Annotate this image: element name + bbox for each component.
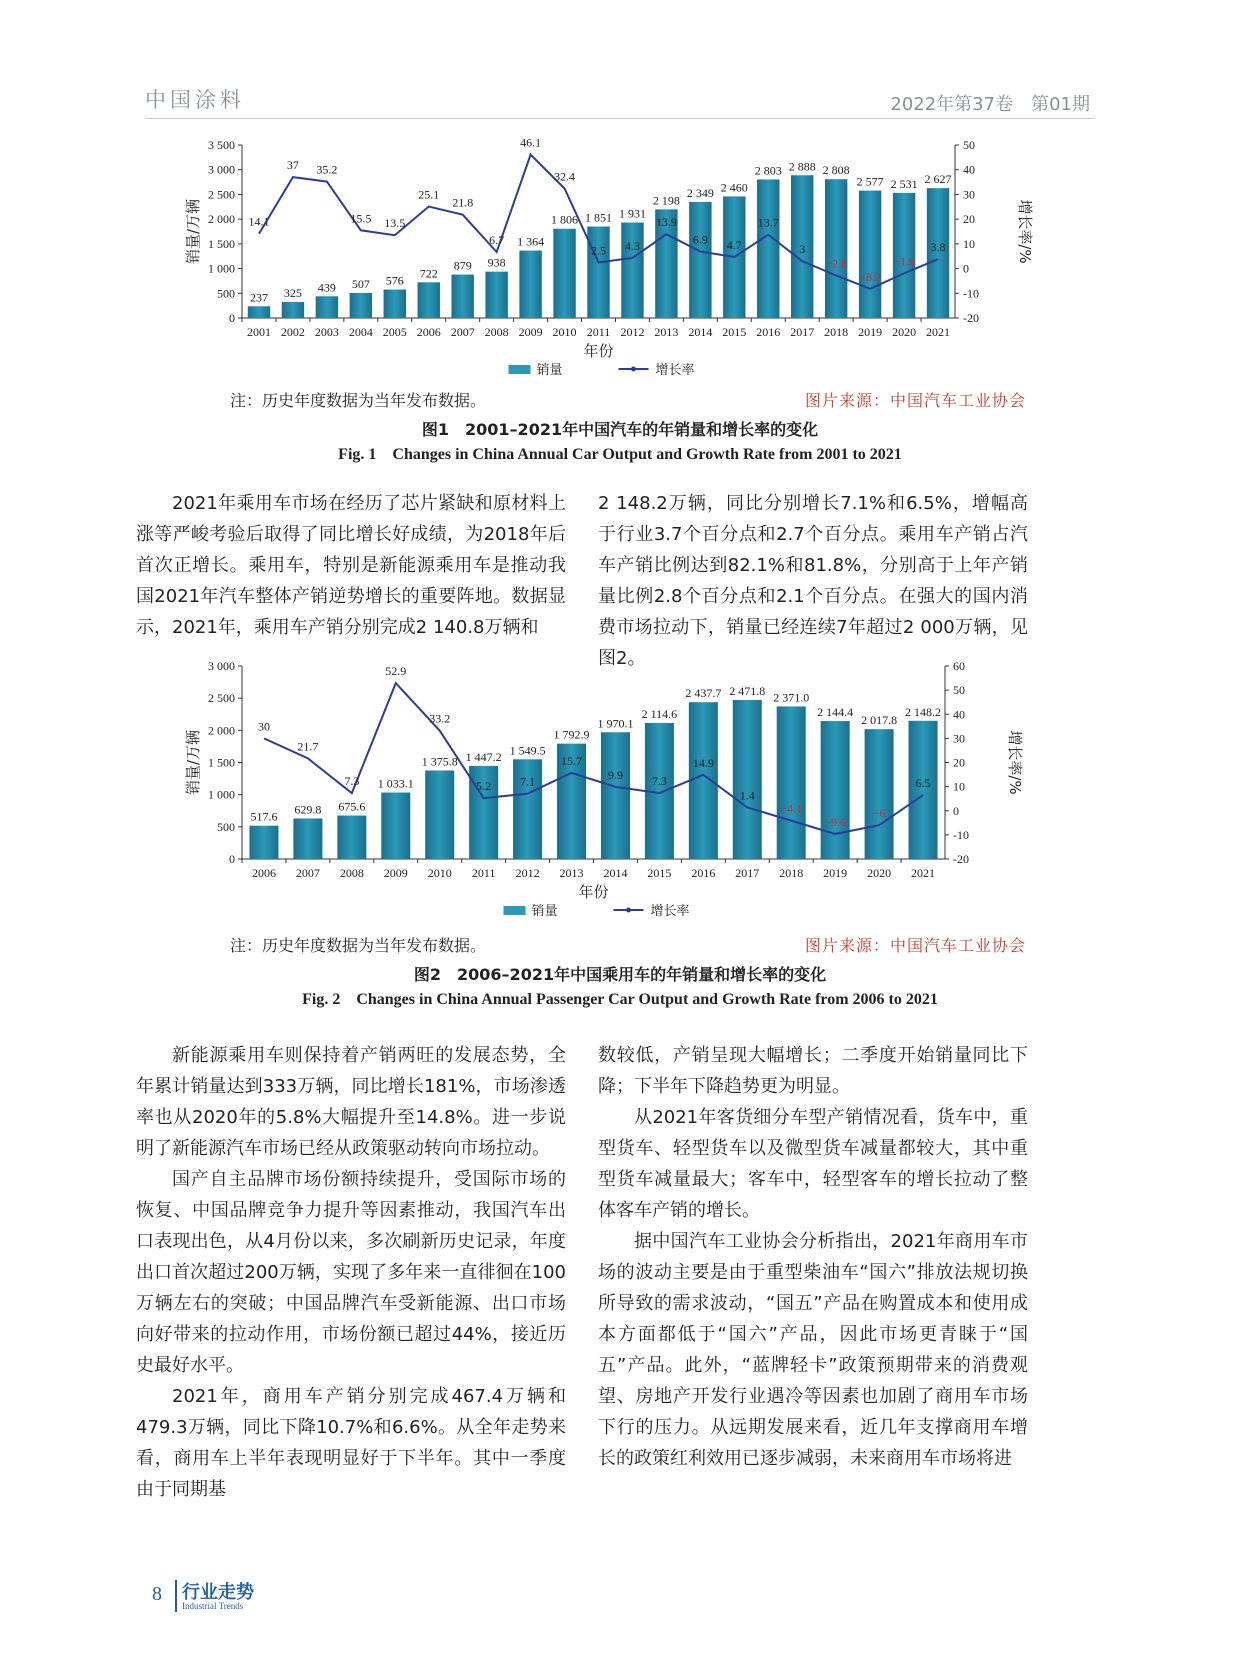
x-tick-label: 2006 [251,866,276,880]
y2-axis-title: 增长率/% [1006,730,1024,795]
paragraph: 国产自主品牌市场份额持续提升，受国际市场的恢复、中国品牌竞争力提升等因素推动，我国汽车出口表现出色，从4月份以来，多次刷新历史记录，年度出口首次超过200万辆，实现了多年来一直徘徊在100万辆左右的突破；中国品牌汽车受新能源、出口市场向好带来的拉动作用，市场份额已超过44%，接近历史最好水平。 [136,1169,566,1376]
x-tick-label: 2009 [383,866,408,880]
bar-value-label: 2 114.6 [641,706,678,721]
y2-tick-label: 50 [963,138,975,152]
line-value-label: 6.7 [489,233,505,248]
line-value-label: 13.7 [757,215,779,230]
y2-tick-label: 0 [963,261,969,276]
x-tick-label: 2011 [471,866,496,880]
footer-divider [175,1580,177,1612]
bar [601,732,630,859]
line-value-label: 21.7 [297,739,319,754]
x-tick-label: 2012 [620,325,645,339]
x-tick-label: 2016 [691,866,716,880]
line-value-label: 9.9 [607,767,623,782]
x-axis-title: 年份 [578,883,609,901]
x-axis-title: 年份 [583,342,614,360]
y2-tick-label: 40 [963,162,975,177]
line-value-label: 14.1 [248,214,270,229]
bar [485,272,507,318]
bar-value-label: 1 549.5 [509,743,546,758]
paragraph: 新能源乘用车则保持着产销两旺的发展态势，全年累计销量达到333万辆，同比增长181%，市场渗透率也从2020年的5.8%大幅提升至14.8%。进一步说明了新能源汽车市场已经从政策驱动转向市场拉动。 [136,1045,566,1159]
bar [249,826,278,859]
legend-label-sales: 销量 [531,904,558,919]
line-value-label: 4.7 [726,237,742,252]
bar-value-label: 237 [249,290,268,305]
y-tick-label: 3 000 [208,659,235,673]
bar-value-label: 576 [385,273,404,288]
line-value-label: −6 [872,806,886,821]
bar-value-label: 1 792.9 [553,727,590,742]
x-tick-label: 2018 [824,325,849,339]
line-value-label: 5.2 [476,779,492,794]
chart-2 [180,656,1080,934]
x-tick-label: 2017 [735,866,760,880]
figure-1 [180,135,1080,395]
bar-value-label: 2 371.0 [773,690,810,705]
y-tick-label: 1 000 [208,261,235,276]
x-tick-label: 2013 [654,325,679,339]
bar [689,202,711,318]
bar [282,302,304,318]
line-value-label: 15.5 [350,211,372,226]
y-axis-title: 销量/万辆 [184,198,202,265]
bar-value-label: 675.6 [338,799,366,814]
bar-value-label: 2 017.8 [861,713,898,728]
y-axis-title: 销量/万辆 [184,729,202,796]
legend-swatch-sales [509,365,531,374]
journal-name: 中国涂料 [145,88,245,112]
x-tick-label: 2019 [823,866,848,880]
x-tick-label: 2004 [348,325,373,339]
y-tick-label: 2 500 [208,187,235,202]
bar [451,275,473,318]
legend-label-sales: 销量 [536,363,563,378]
section-title: 行业走势 [182,1582,254,1603]
y-tick-label: 2 500 [208,691,235,706]
y-tick-label: 0 [229,852,235,866]
line-value-label: 13.9 [655,215,677,230]
line-value-label: 4.3 [624,238,640,253]
figure-1-note: 注：历史年度数据为当年发布数据。 [230,391,487,410]
bar-value-label: 1 447.2 [465,749,502,764]
x-tick-label: 2009 [518,325,543,339]
body1-left-column [136,488,566,643]
x-tick-label: 2007 [295,866,320,880]
x-tick-label: 2001 [246,325,271,339]
legend-marker-growth [626,908,631,913]
y-tick-label: 2 000 [208,723,235,738]
line-value-label: 3.8 [930,240,946,255]
bar-value-label: 507 [351,276,370,291]
bar-value-label: 2 577 [856,174,884,189]
line-value-label: 35.2 [316,162,338,177]
x-tick-label: 2017 [790,325,815,339]
line-value-label: 21.8 [452,195,474,210]
x-tick-label: 2018 [779,866,804,880]
y-tick-label: 1 500 [208,236,235,251]
x-tick-label: 2020 [892,325,917,339]
x-tick-label: 2016 [756,325,781,339]
bar [293,818,322,859]
bar-value-label: 517.6 [250,809,278,824]
y-tick-label: 2 000 [208,212,235,227]
chart-1 [180,135,1080,395]
x-tick-label: 2008 [484,325,509,339]
x-tick-label: 2008 [339,866,364,880]
bar-value-label: 879 [453,258,472,273]
x-tick-label: 2014 [688,325,713,339]
figure-1-caption-en: Fig. 1 Changes in China Annual Car Output and Growth Rate from 2001 to 2021 [338,446,902,463]
bar-value-label: 1 033.1 [377,776,414,791]
bar [384,290,406,318]
x-tick-label: 2007 [450,325,475,339]
line-value-label: 33.2 [429,711,451,726]
line-value-label: 46.1 [520,135,542,150]
legend-label-growth: 增长率 [650,904,690,919]
line-value-label: 15.7 [561,753,583,768]
y2-tick-label: -20 [953,852,969,866]
bar [689,702,718,859]
figure-2-caption-en: Fig. 2 Changes in China Annual Passenger Car Output and Growth Rate from 2006 to 2021 [302,991,938,1008]
x-tick-label: 2020 [867,866,892,880]
bar-value-label: 1 364 [517,234,545,249]
figure-2-source: 图片来源：中国汽车工业协会 [805,936,1027,955]
page-number: 8 [152,1583,162,1605]
y-tick-label: 3 000 [208,162,235,177]
x-tick-label: 2006 [416,325,441,339]
legend-label-growth: 增长率 [655,363,695,378]
x-tick-label: 2010 [427,866,452,880]
figure-2-caption-cn: 图2 2006–2021年中国乘用车的年销量和增长率的变化 [413,965,827,984]
bar [621,223,643,318]
y2-tick-label: -10 [953,827,969,842]
line-value-label: 13.5 [384,216,406,231]
bar-value-label: 2 627 [924,172,952,187]
bar-value-label: 2 460 [720,180,748,195]
paragraph: 2021年乘用车市场在经历了芯片紧缺和原材料上涨等严峻考验后取得了同比增长好成绩，为2018年后首次正增长。乘用车，特别是新能源乘用车是推动我国2021年汽车整体产销逆势增长的重要阵地。数据显示，2021年，乘用车产销分别完成2 140.8万辆和 [136,493,566,638]
bar-value-label: 1 931 [618,206,646,221]
paragraph: 2 148.2万辆，同比分别增长7.1%和6.5%，增幅高于行业3.7个百分点和2.7个百分点。乘用车产销占汽车产销比例达到82.1%和81.8%，分别高于上年产销量比例2.8个百分点和2.1个百分点。在强大的国内消费市场拉动下，销量已经连续7年超过2 000万辆，见图2。 [598,493,1028,669]
x-tick-label: 2021 [911,866,936,880]
bar-value-label: 1 375.8 [421,754,458,769]
figure-2 [180,656,1080,934]
bar-value-label: 2 471.8 [729,683,766,698]
bar-value-label: 439 [317,280,336,295]
y2-tick-label: 60 [953,659,965,673]
y2-axis-title: 增长率/% [1016,199,1034,264]
bar [757,179,779,318]
line-value-label: 14.9 [692,755,714,770]
legend-marker-growth [631,367,636,372]
y-tick-label: 500 [217,286,235,301]
y2-tick-label: 50 [953,683,965,698]
bar-value-label: 2 531 [890,176,918,191]
y-tick-label: 0 [229,311,235,325]
section-title-en: Industrial Trends [182,1601,244,1611]
paragraph: 据中国汽车工业协会分析指出，2021年商用车市场的波动主要是由于重型柴油车“国六”排放法规切换所导致的需求波动，“国五”产品在购置成本和使用成本方面都低于“国六”产品，因此市场更青睐于“国五”产品。此外，“蓝牌轻卡”政策预期带来的消费观望、房地产开发行业遇冷等因素也加剧了商用车市场下行的压力。从远期发展来看，近几年支撑商用车增长的政策红利效用已逐步减弱，未来商用车市场将进 [598,1231,1028,1469]
line-value-label: 3 [799,242,806,257]
figure-2-note: 注：历史年度数据为当年发布数据。 [230,936,487,955]
line-value-label: 2.5 [591,243,606,258]
bar-value-label: 325 [283,285,302,300]
bar-value-label: 2 437.7 [685,686,722,701]
issue-info: 2022年第37卷 第01期 [890,94,1090,115]
legend-swatch-sales [504,906,526,915]
bar [587,227,609,318]
bar [825,179,847,318]
bar-value-label: 2 803 [754,163,782,178]
line-value-label: −8.2 [859,269,882,284]
line-value-label: 52.9 [385,664,407,679]
line-value-label: 7.1 [520,774,536,789]
bar-value-label: 2 198 [652,193,680,208]
y-tick-label: 3 500 [208,138,235,152]
bar [553,229,575,318]
line-value-label: −4.1 [780,801,803,816]
line-value-label: 1.4 [739,788,755,803]
x-tick-label: 2013 [559,866,584,880]
x-tick-label: 2019 [858,325,883,339]
body1-right-column [598,488,1028,674]
y2-tick-label: 40 [953,707,965,722]
bar [821,721,850,859]
figure-1-caption-cn: 图1 2001–2021年中国汽车的年销量和增长率的变化 [421,420,819,439]
line-value-label: 7.3 [344,774,360,789]
line-value-label: 30 [257,719,270,734]
line-value-label: −2.8 [825,256,848,271]
x-tick-label: 2003 [314,325,339,339]
x-tick-label: 2012 [515,866,540,880]
header-rule [145,118,1095,119]
bar [859,191,881,318]
bar [733,700,762,859]
body2-left-column [136,1040,566,1505]
y2-tick-label: 10 [963,236,975,251]
line-value-label: −1.9 [893,254,915,269]
x-tick-label: 2015 [722,325,747,339]
bar [418,282,440,318]
y2-tick-label: 30 [963,187,975,202]
bar-value-label: 2 808 [822,163,850,178]
bar [865,729,894,859]
bar-value-label: 2 888 [788,159,816,174]
y-tick-label: 500 [217,819,235,834]
x-tick-label: 2010 [552,325,577,339]
y-tick-label: 1 000 [208,787,235,802]
line-value-label: 32.4 [554,169,576,184]
bar [381,793,410,859]
bar-value-label: 2 349 [686,185,714,200]
line-value-label: 37 [286,158,299,173]
x-tick-label: 2021 [926,325,951,339]
figure-1-source: 图片来源：中国汽车工业协会 [805,391,1027,410]
bar-value-label: 938 [487,255,506,270]
bar [519,251,541,318]
bar [350,293,372,318]
bar [337,816,366,859]
line-value-label: 25.1 [418,187,440,202]
line-value-label: 6.9 [692,232,708,247]
y2-tick-label: -20 [963,311,979,325]
bar-value-label: 722 [419,266,438,281]
bar-value-label: 1 806 [551,212,579,227]
x-tick-label: 2002 [280,325,305,339]
body2-right-column [598,1040,1028,1474]
bar [316,296,338,318]
x-tick-label: 2011 [586,325,611,339]
y2-tick-label: -10 [963,286,979,301]
y2-tick-label: 20 [963,212,975,227]
bar [248,306,270,318]
bar-value-label: 1 851 [585,210,612,225]
x-tick-label: 2014 [603,866,628,880]
y2-tick-label: 20 [953,755,965,770]
y2-tick-label: 30 [953,731,965,746]
bar-value-label: 1 970.1 [597,716,634,731]
bar-value-label: 629.8 [294,802,322,817]
line-value-label: 7.3 [651,774,667,789]
line-value-label: −9.6 [824,814,847,829]
x-tick-label: 2005 [382,325,407,339]
bar-value-label: 2 148.2 [905,704,942,719]
line-value-label: 6.5 [915,776,931,791]
bar [777,706,806,859]
paragraph: 数较低，产销呈现大幅增长；二季度开始销量同比下降；下半年下降趋势更为明显。 [598,1045,1028,1097]
y-tick-label: 1 500 [208,755,235,770]
bar-value-label: 2 144.4 [817,705,854,720]
x-tick-label: 2015 [647,866,672,880]
y2-tick-label: 10 [953,779,965,794]
y2-tick-label: 0 [953,803,959,818]
paragraph: 2021年，商用车产销分别完成467.4万辆和479.3万辆，同比下降10.7%和6.6%。从全年走势来看，商用车上半年表现明显好于下半年。其中一季度由于同期基 [136,1386,566,1500]
bar [425,770,454,859]
paragraph: 从2021年客货细分车型产销情况看，货车中，重型货车、轻型货车以及微型货车减量都较大，其中重型货车减量最大；客车中，轻型客车的增长拉动了整体客车产销的增长。 [598,1107,1028,1221]
